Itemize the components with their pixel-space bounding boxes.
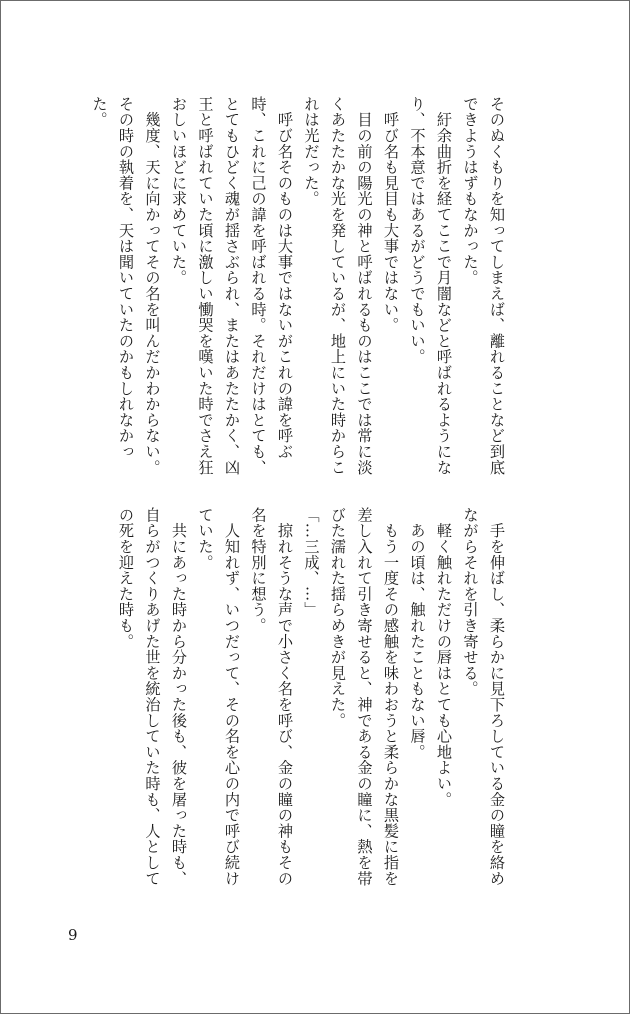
paragraph: もう一度その感触を味わおうと柔らかな黒髪に指を差し入れて引き寄せると、神である金の瞳に、熱を帯びた濡れた揺らめきが見えた。 — [329, 507, 400, 887]
paragraph: そのぬくもりを知ってしまえば、離れることなど到底できようはずもなかった。 — [461, 96, 506, 476]
paragraph: 手を伸ばし、柔らかに見下ろしている金の瞳を絡めながらそれを引き寄せる。 — [461, 507, 506, 887]
paragraph: あの頃は、触れたこともない唇。 — [408, 507, 427, 760]
paragraph: 呼び名も見目も大事ではない。 — [382, 96, 400, 333]
paragraph: 紆余曲折を経てここで月闇などと呼ばれるようになり、不本意ではあるがどうでもいい。 — [408, 96, 453, 476]
paragraph: 目の前の陽光の神と呼ばれるものはここでは常に淡くあたたかな光を発しているが、地上にいた時からこれは光だった。 — [302, 96, 374, 476]
dialogue-line: 「…三成、…」 — [302, 507, 321, 618]
paragraph: 人知れず、いつだって、その名を心の内で呼び続けていた。 — [196, 507, 241, 887]
upper-text-block — [90, 96, 510, 488]
lower-text-block — [90, 507, 510, 899]
paragraph: 共にあった時から分かった後も、彼を屠った時も、自らがつくりあげた世を統治していた時も、人としての死を迎えた時も。 — [117, 507, 188, 887]
paragraph: 軽く触れただけの唇はとても心地よい。 — [435, 507, 453, 808]
paragraph: 幾度、天に向かってその名を叫んだかわからない。その時の執着を、天は聞いていたのかもしれなかった。 — [90, 96, 162, 476]
paragraph: 掠れそうな声で小さく名を呼び、金の瞳の神もその名を特別に想う。 — [249, 507, 294, 887]
paragraph: 呼び名そのものは大事ではないがこれの諱を呼ぶ時、これに己の諱を呼ばれる時。それだけはとても、とてもひどく魂が揺さぶられ、またはあたたかく、凶王と呼ばれていた頃に激しい慟哭を嘆いた時でさえ狂おしいほどに求めていた。 — [170, 96, 294, 476]
page-number: 9 — [68, 926, 78, 944]
